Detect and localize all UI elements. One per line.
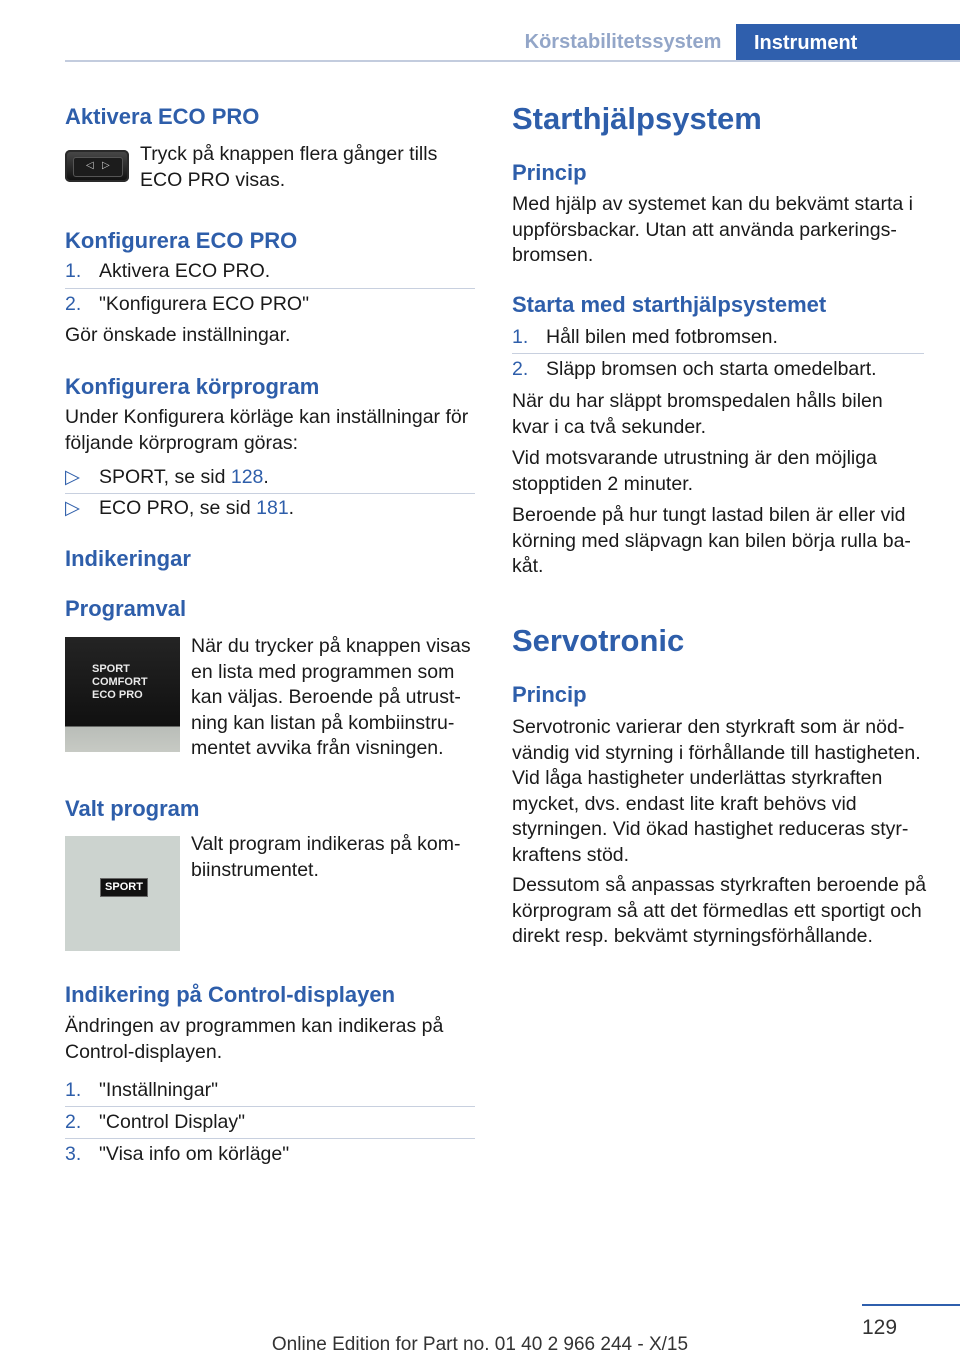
heading-servotronic: Servotronic [512, 623, 685, 658]
header-section-title: Körstabilitetssystem [524, 31, 722, 53]
program-list-line: ECO PRO [92, 689, 143, 701]
page-ref-link[interactable]: 128 [230, 466, 264, 488]
programval-text: När du trycker på knappen visas en lista med programmen som kan väljas. Beroende på utrustning kan listan på kombiinstrumentet avvika från visningen. [191, 635, 471, 759]
page-ref-link[interactable]: 181 [256, 497, 289, 519]
heading-starthelp: Starthjälpsystem [512, 101, 762, 136]
heading-selected-program: Valt program [65, 796, 200, 821]
heading-principle: Princip [512, 160, 587, 185]
footer-rule [862, 1304, 960, 1306]
arrow-left-icon: ◁ [86, 160, 94, 171]
bullet-triangle-icon: ▷ [65, 466, 80, 488]
sport-indicator-image [65, 836, 180, 951]
configure-after-text: Gör önskade inställningar. [65, 324, 291, 346]
heading-configure-eco-pro: Konfigurera ECO PRO [65, 228, 298, 253]
heading-principle: Princip [512, 682, 587, 707]
heading-program-selection: Programval [65, 596, 187, 621]
starthelp-principle-text: Med hjälp av systemet kan du bekvämt starta i uppförsbackar. Utan att använda parkeringsbromsen. [512, 193, 914, 266]
sport-label: SPORT [100, 878, 148, 897]
bullet-triangle-icon: ▷ [65, 497, 80, 519]
starthelp-text-2: Vid motsvarande utrustning är den möjliga stopptiden 2 minuter. [512, 447, 877, 495]
eco-pro-button-image [65, 150, 129, 182]
header-tab-instrument[interactable]: Instrument [736, 24, 960, 62]
footer-edition: Online Edition for Part no. 01 40 2 966 244 - X/15 [271, 1334, 689, 1355]
servotronic-text-2: Dessutom så anpassas styrkraften beroende på körprogram så att det förmedlas ett sportigt och direkt resp. bekvämt styrningsförhållande. [512, 874, 927, 947]
starthelp-text-1: När du har släppt bromspedalen hålls bilen kvar i ca två sekunder. [512, 390, 883, 438]
selected-text: Valt program indikeras på kombiinstrumentet. [191, 833, 461, 881]
header-rule [65, 60, 960, 62]
divider [65, 1106, 475, 1107]
servotronic-text-1: Servotronic varierar den styrkraft som är nödvändig vid styrning i förhållande till hastigheten. Vid låga hastigheter underlättas styrkraften mycket, dvs. endast lite kraft behövs vid styrningen. Vid ökad hastighet reduceras styrkraftens stöd. [512, 716, 921, 866]
divider [65, 1138, 475, 1139]
heading-control-display: Indikering på Control-displayen [65, 982, 396, 1007]
arrow-right-icon: ▷ [102, 160, 110, 171]
page-number: 129 [862, 1316, 898, 1339]
program-list-line: COMFORT [92, 676, 148, 688]
program-list-line: SPORT [92, 663, 130, 675]
program-intro-text: Under Konfigurera körläge kan inställningar för följande körprogram göras: [65, 406, 469, 454]
starthelp-text-3: Beroende på hur tungt lastad bilen är eller vid körning med släpvagn kan bilen börja rulla bakåt. [512, 504, 911, 577]
program-list-image [65, 637, 180, 752]
heading-indications: Indikeringar [65, 546, 191, 571]
heading-activate-eco-pro: Aktivera ECO PRO [65, 104, 260, 129]
activate-text: Tryck på knappen flera gånger tills ECO PRO visas. [140, 143, 438, 191]
divider [512, 353, 924, 354]
control-text: Ändringen av programmen kan indikeras på Control-displayen. [65, 1015, 444, 1063]
heading-configure-programs: Konfigurera körprogram [65, 374, 320, 399]
heading-start-with-help: Starta med starthjälpsystemet [512, 292, 827, 317]
divider [65, 288, 475, 289]
divider [65, 493, 475, 494]
